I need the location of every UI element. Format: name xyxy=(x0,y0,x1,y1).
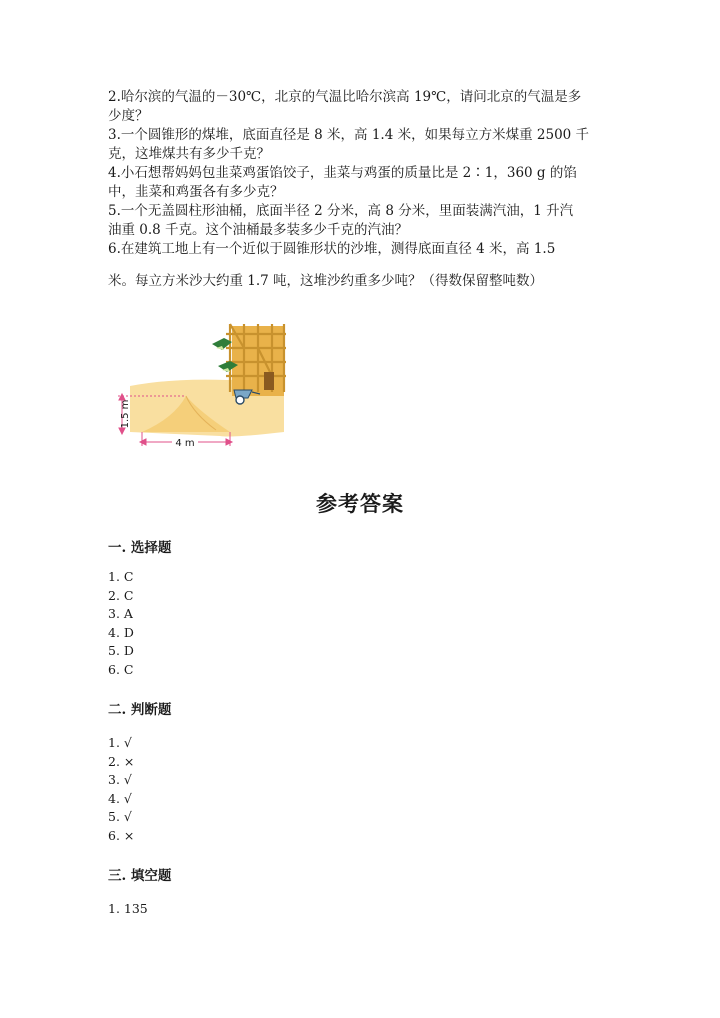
answer-item: 2. × xyxy=(108,753,135,769)
question-6 xyxy=(108,240,608,259)
answer-item: 6. C xyxy=(108,661,134,677)
section-judgement-answers xyxy=(108,734,134,845)
answer-item: 5. D xyxy=(108,643,134,658)
sand-pile-illustration xyxy=(112,320,292,455)
section-title-choice: 一. 选择题 xyxy=(108,540,172,556)
height-label: 1.5 m xyxy=(120,399,131,429)
question-4-line2: 中，韭菜和鸡蛋各有多少克？ xyxy=(108,184,284,200)
answer-item: 1. C xyxy=(108,569,134,584)
question-6-continued xyxy=(108,272,608,291)
sand-pile-figure xyxy=(112,320,292,455)
question-3 xyxy=(108,126,608,164)
question-2 xyxy=(108,88,608,126)
question-3-line2: 克，这堆煤共有多少千克？ xyxy=(108,146,270,162)
answer-item: 3. √ xyxy=(108,772,132,787)
question-2-line1: 2.哈尔滨的气温的－30℃，北京的气温比哈尔滨高 19℃，请问北京的气温是多 xyxy=(108,89,582,105)
answer-item: 4. √ xyxy=(108,790,132,806)
diameter-label: 4 m xyxy=(175,438,195,449)
question-2-line2: 少度？ xyxy=(108,108,149,124)
answer-item: 2. C xyxy=(108,587,134,603)
question-5-line1: 5.一个无盖圆柱形油桶，底面半径 2 分米，高 8 分米，里面装满汽油，1 升汽 xyxy=(108,203,574,219)
answer-item: 1. 135 xyxy=(108,901,148,916)
section-choice-answers xyxy=(108,568,134,679)
answer-item: 5. √ xyxy=(108,809,132,824)
question-6-line2: 米。每立方米沙大约重 1.7 吨，这堆沙约重多少吨？（得数保留整吨数） xyxy=(108,273,544,289)
question-5-line2: 油重 0.8 千克。这个油桶最多装多少千克的汽油？ xyxy=(108,222,409,238)
answer-item: 1. √ xyxy=(108,735,132,750)
answer-item: 4. D xyxy=(108,624,134,640)
answer-title: 参考答案 xyxy=(316,491,404,516)
question-5 xyxy=(108,202,608,240)
question-4-line1: 4.小石想帮妈妈包韭菜鸡蛋馅饺子，韭菜与鸡蛋的质量比是 2∶1，360 g 的馅 xyxy=(108,165,577,181)
section-title-judgement: 二. 判断题 xyxy=(108,702,172,718)
section-title-fill-blank: 三. 填空题 xyxy=(108,868,172,884)
question-4 xyxy=(108,164,608,202)
answer-item: 6. × xyxy=(108,827,135,843)
section-fill-blank-answers xyxy=(108,900,148,919)
question-3-line1: 3.一个圆锥形的煤堆，底面直径是 8 米，高 1.4 米，如果每立方米煤重 2500 千 xyxy=(108,127,590,143)
doorway xyxy=(264,372,274,390)
question-6-line1: 6.在建筑工地上有一个近似于圆锥形状的沙堆，测得底面直径 4 米，高 1.5 xyxy=(108,241,556,257)
answer-item: 3. A xyxy=(108,606,133,621)
